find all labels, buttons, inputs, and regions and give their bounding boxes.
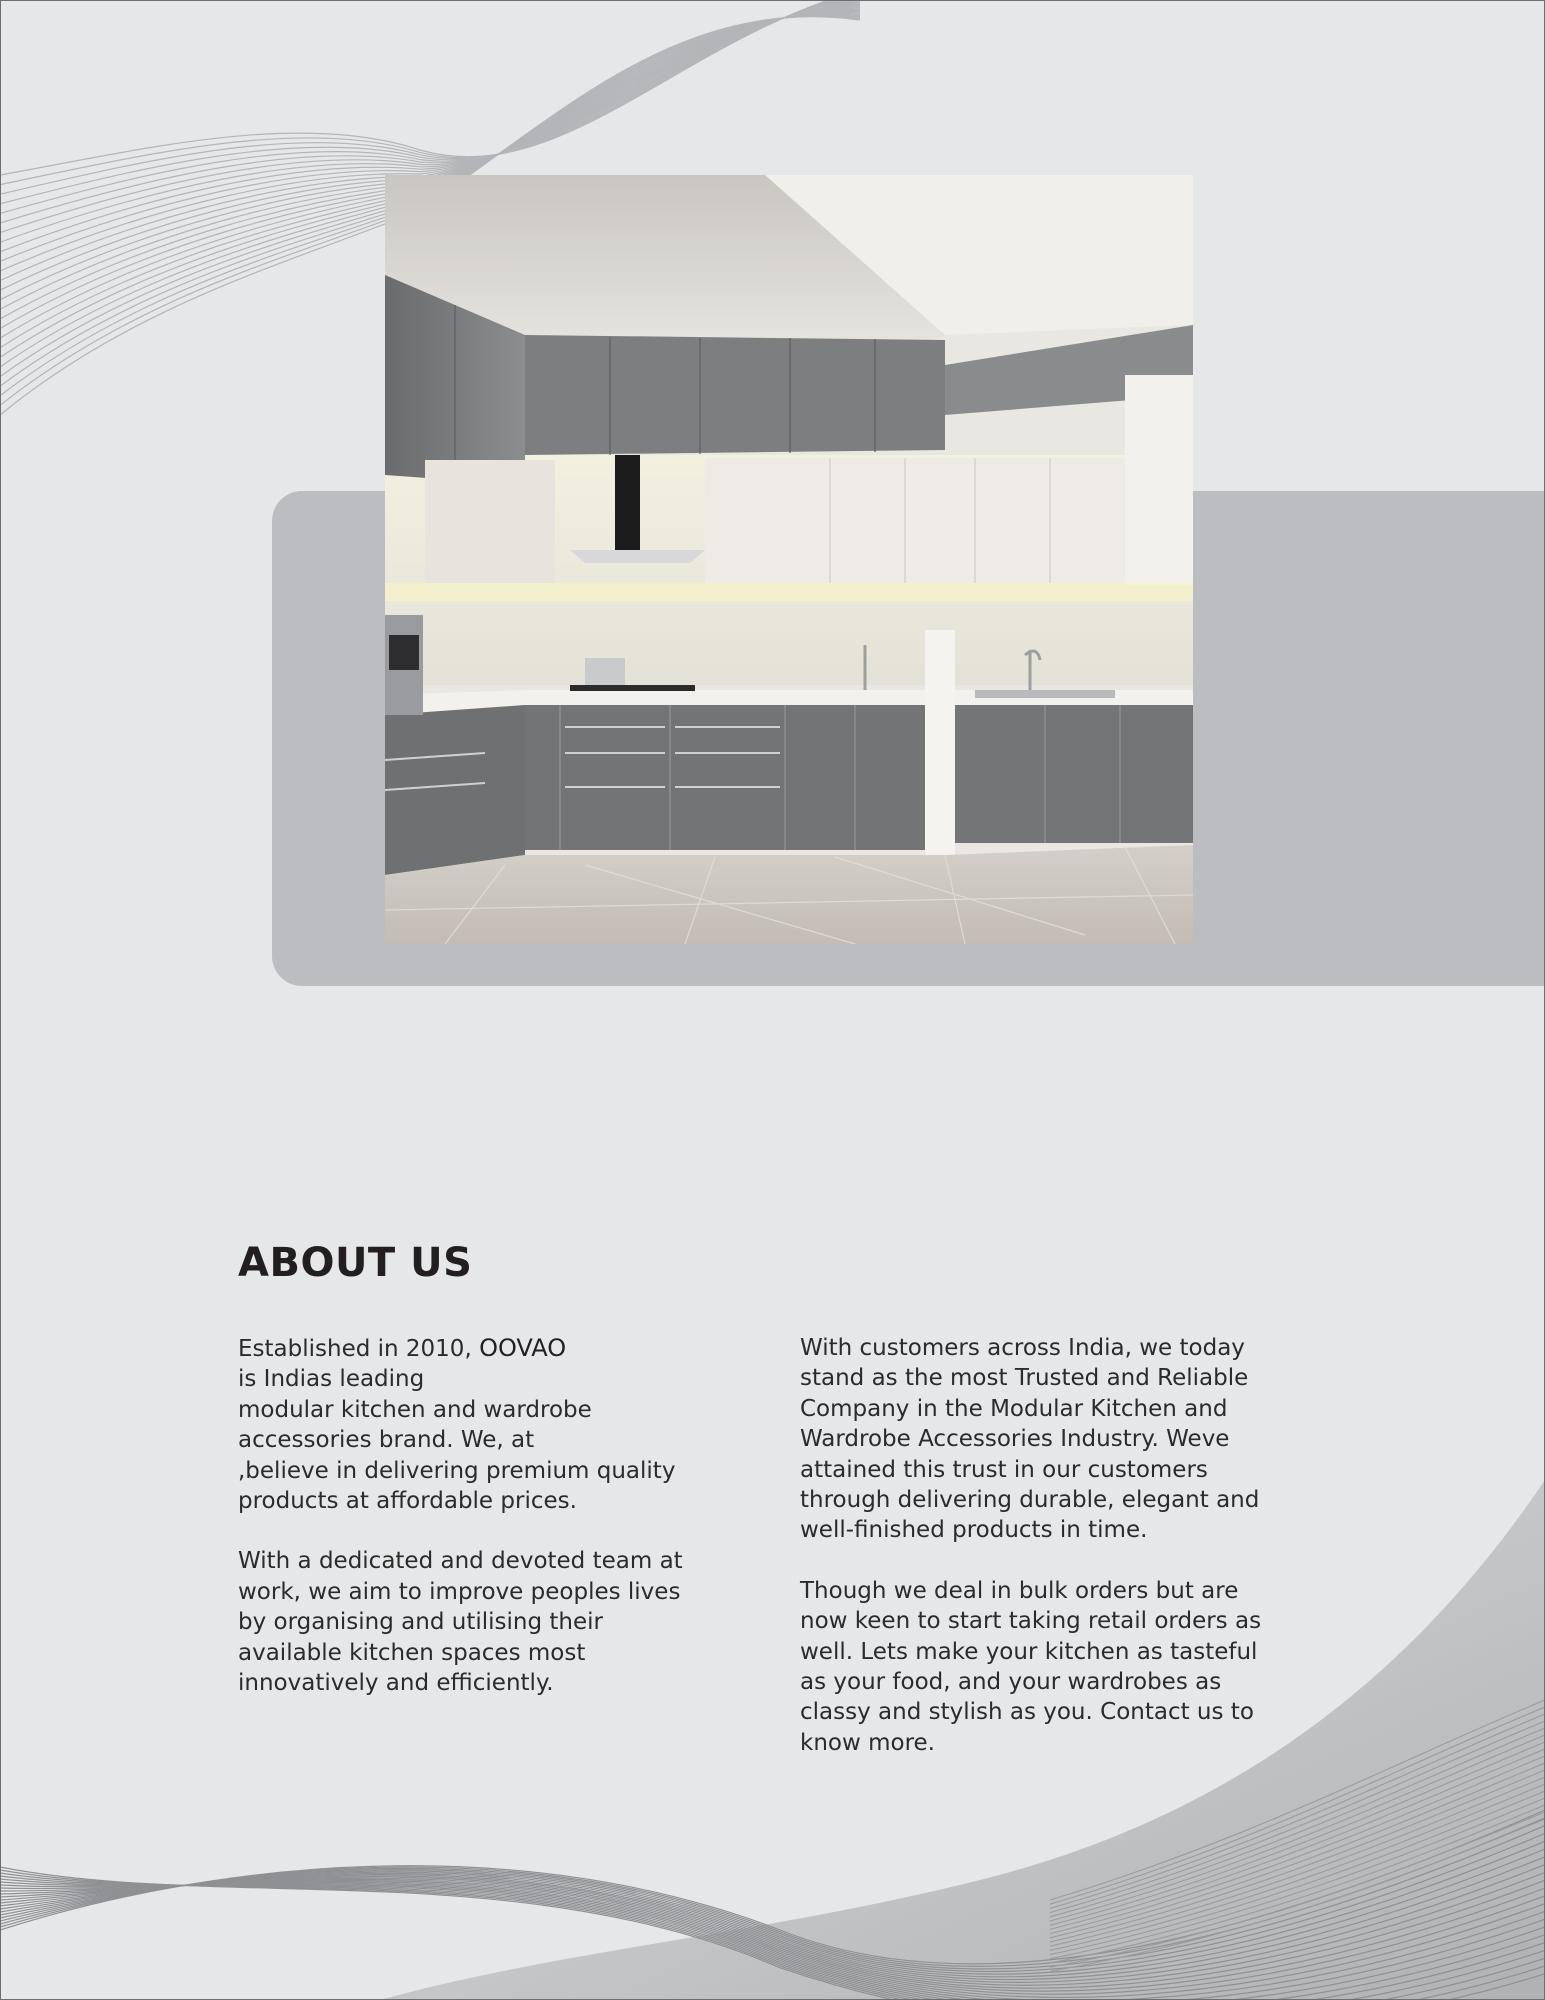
team-paragraph: With a dedicated and devoted team at work, we aim to improve peoples lives by organising and utilising their available kitchen spaces most innovatively and efficiently. bbox=[238, 1548, 683, 1697]
kitchen-photo bbox=[385, 175, 1193, 944]
intro-text-rest: is Indias leading modular kitchen and wardrobe accessories brand. We, at ,believe in delivering premium quality products at affordable prices. bbox=[238, 1366, 676, 1515]
retail-paragraph: Though we deal in bulk orders but are now keen to start taking retail orders as well. Lets make your kitchen as tasteful as your food, and your wardrobes as classy and stylish as you. Contact us to know more. bbox=[800, 1577, 1262, 1756]
intro-text-start: Established in 2010, bbox=[238, 1336, 480, 1362]
about-left-column bbox=[238, 1333, 778, 1728]
customers-paragraph: With customers across India, we today stand as the most Trusted and Reliable Company in the Modular Kitchen and Wardrobe Accessories Industry. Weve attained this trust in our customers through delivering durable, elegant and well-finished products in time. bbox=[800, 1335, 1260, 1544]
intro-paragraph bbox=[238, 1333, 778, 1516]
page-title: ABOUT US bbox=[238, 1240, 473, 1286]
about-right-column bbox=[800, 1333, 1340, 1788]
brand-name: OOVAO bbox=[479, 1334, 567, 1362]
